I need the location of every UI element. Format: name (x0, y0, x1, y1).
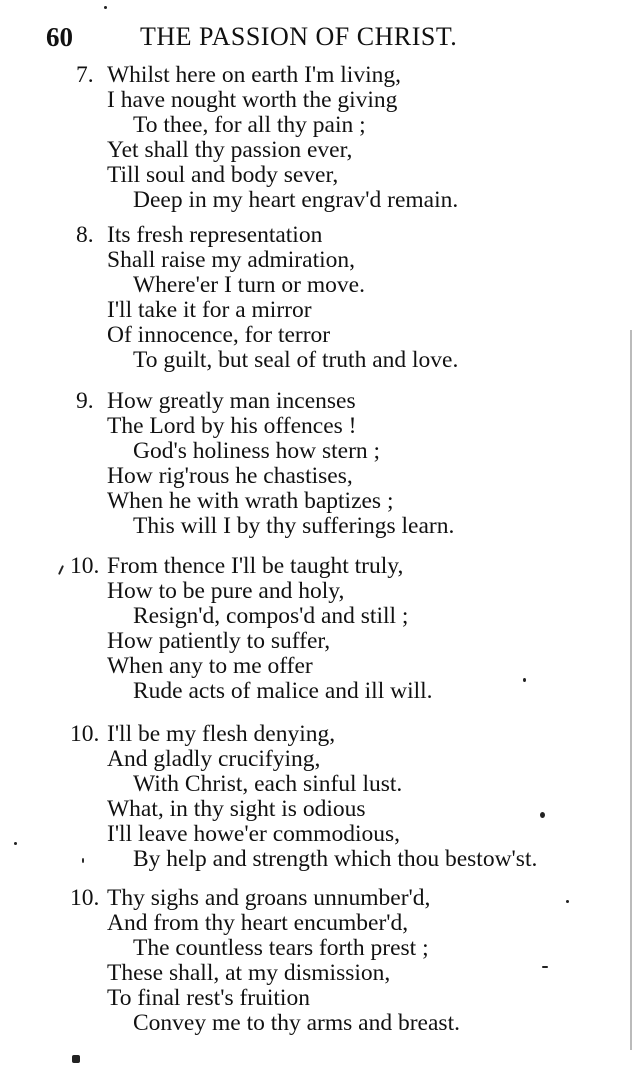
ink-speck (104, 6, 107, 9)
verse-line: To thee, for all thy pain ; (133, 112, 366, 138)
verse-line: This will I by thy sufferings learn. (133, 513, 455, 539)
verse-line: How rig'rous he chastises, (107, 463, 353, 489)
verse-line: Rude acts of malice and ill will. (133, 678, 433, 704)
verse-line: And gladly crucifying, (107, 746, 321, 772)
verse-line: God's holiness how stern ; (133, 438, 381, 464)
ink-speck (58, 565, 64, 575)
ink-speck (72, 1055, 80, 1063)
verse-line: When any to me offer (107, 653, 313, 679)
stanza-number: 9. (76, 388, 94, 414)
verse-line: Whilst here on earth I'm living, (107, 62, 401, 88)
ink-speck (82, 858, 84, 863)
verse-line: Resign'd, compos'd and still ; (133, 603, 409, 629)
verse-line: Shall raise my admiration, (107, 247, 356, 273)
stanza-number: 8. (76, 222, 94, 248)
stanza-number: 7. (76, 62, 94, 88)
verse-line: I'll take it for a mirror (107, 297, 312, 323)
verse-line: Convey me to thy arms and breast. (133, 1010, 460, 1036)
verse-line: How patiently to suffer, (107, 628, 331, 654)
stanza-number: 10. (70, 721, 100, 747)
verse-line: With Christ, each sinful lust. (133, 771, 403, 797)
ink-speck (542, 966, 548, 968)
verse-line: And from thy heart encumber'd, (107, 910, 409, 936)
verse-line: Yet shall thy passion ever, (107, 137, 353, 163)
verse-line: When he with wrath baptizes ; (107, 488, 394, 514)
verse-line: Of innocence, for terror (107, 322, 331, 348)
verse-line: I have nought worth the giving (107, 87, 398, 113)
verse-line: To final rest's fruition (107, 985, 310, 1011)
verse-line: I'll be my flesh denying, (107, 721, 336, 747)
verse-line: The countless tears forth prest ; (133, 935, 429, 961)
verse-line: By help and strength which thou bestow'st. (133, 846, 538, 872)
verse-line: How greatly man incenses (107, 388, 356, 414)
ink-speck (540, 812, 545, 818)
verse-line: Where'er I turn or move. (133, 272, 365, 298)
verse-line: Deep in my heart engrav'd remain. (133, 187, 459, 213)
verse-line: These shall, at my dismission, (107, 960, 391, 986)
page-edge-shadow (630, 330, 632, 1050)
page-header (0, 20, 640, 56)
verse-line: How to be pure and holy, (107, 578, 345, 604)
page-number: 60 (46, 22, 73, 52)
verse-line: The Lord by his offences ! (107, 413, 357, 439)
stanza-number: 10. (70, 885, 100, 911)
verse-line: I'll leave howe'er commodious, (107, 821, 400, 847)
verse-line: From thence I'll be taught truly, (107, 553, 404, 579)
verse-line: Thy sighs and groans unnumber'd, (107, 885, 431, 911)
running-head: THE PASSION OF CHRIST. (140, 22, 458, 51)
verse-line: Its fresh representation (107, 222, 323, 248)
ink-speck (566, 900, 569, 903)
stanza-number: 10. (70, 553, 100, 579)
verse-line: To guilt, but seal of truth and love. (133, 347, 459, 373)
ink-speck (14, 842, 17, 845)
ink-speck (523, 678, 526, 682)
verse-line: Till soul and body sever, (107, 162, 339, 188)
verse-line: What, in thy sight is odious (107, 796, 366, 822)
